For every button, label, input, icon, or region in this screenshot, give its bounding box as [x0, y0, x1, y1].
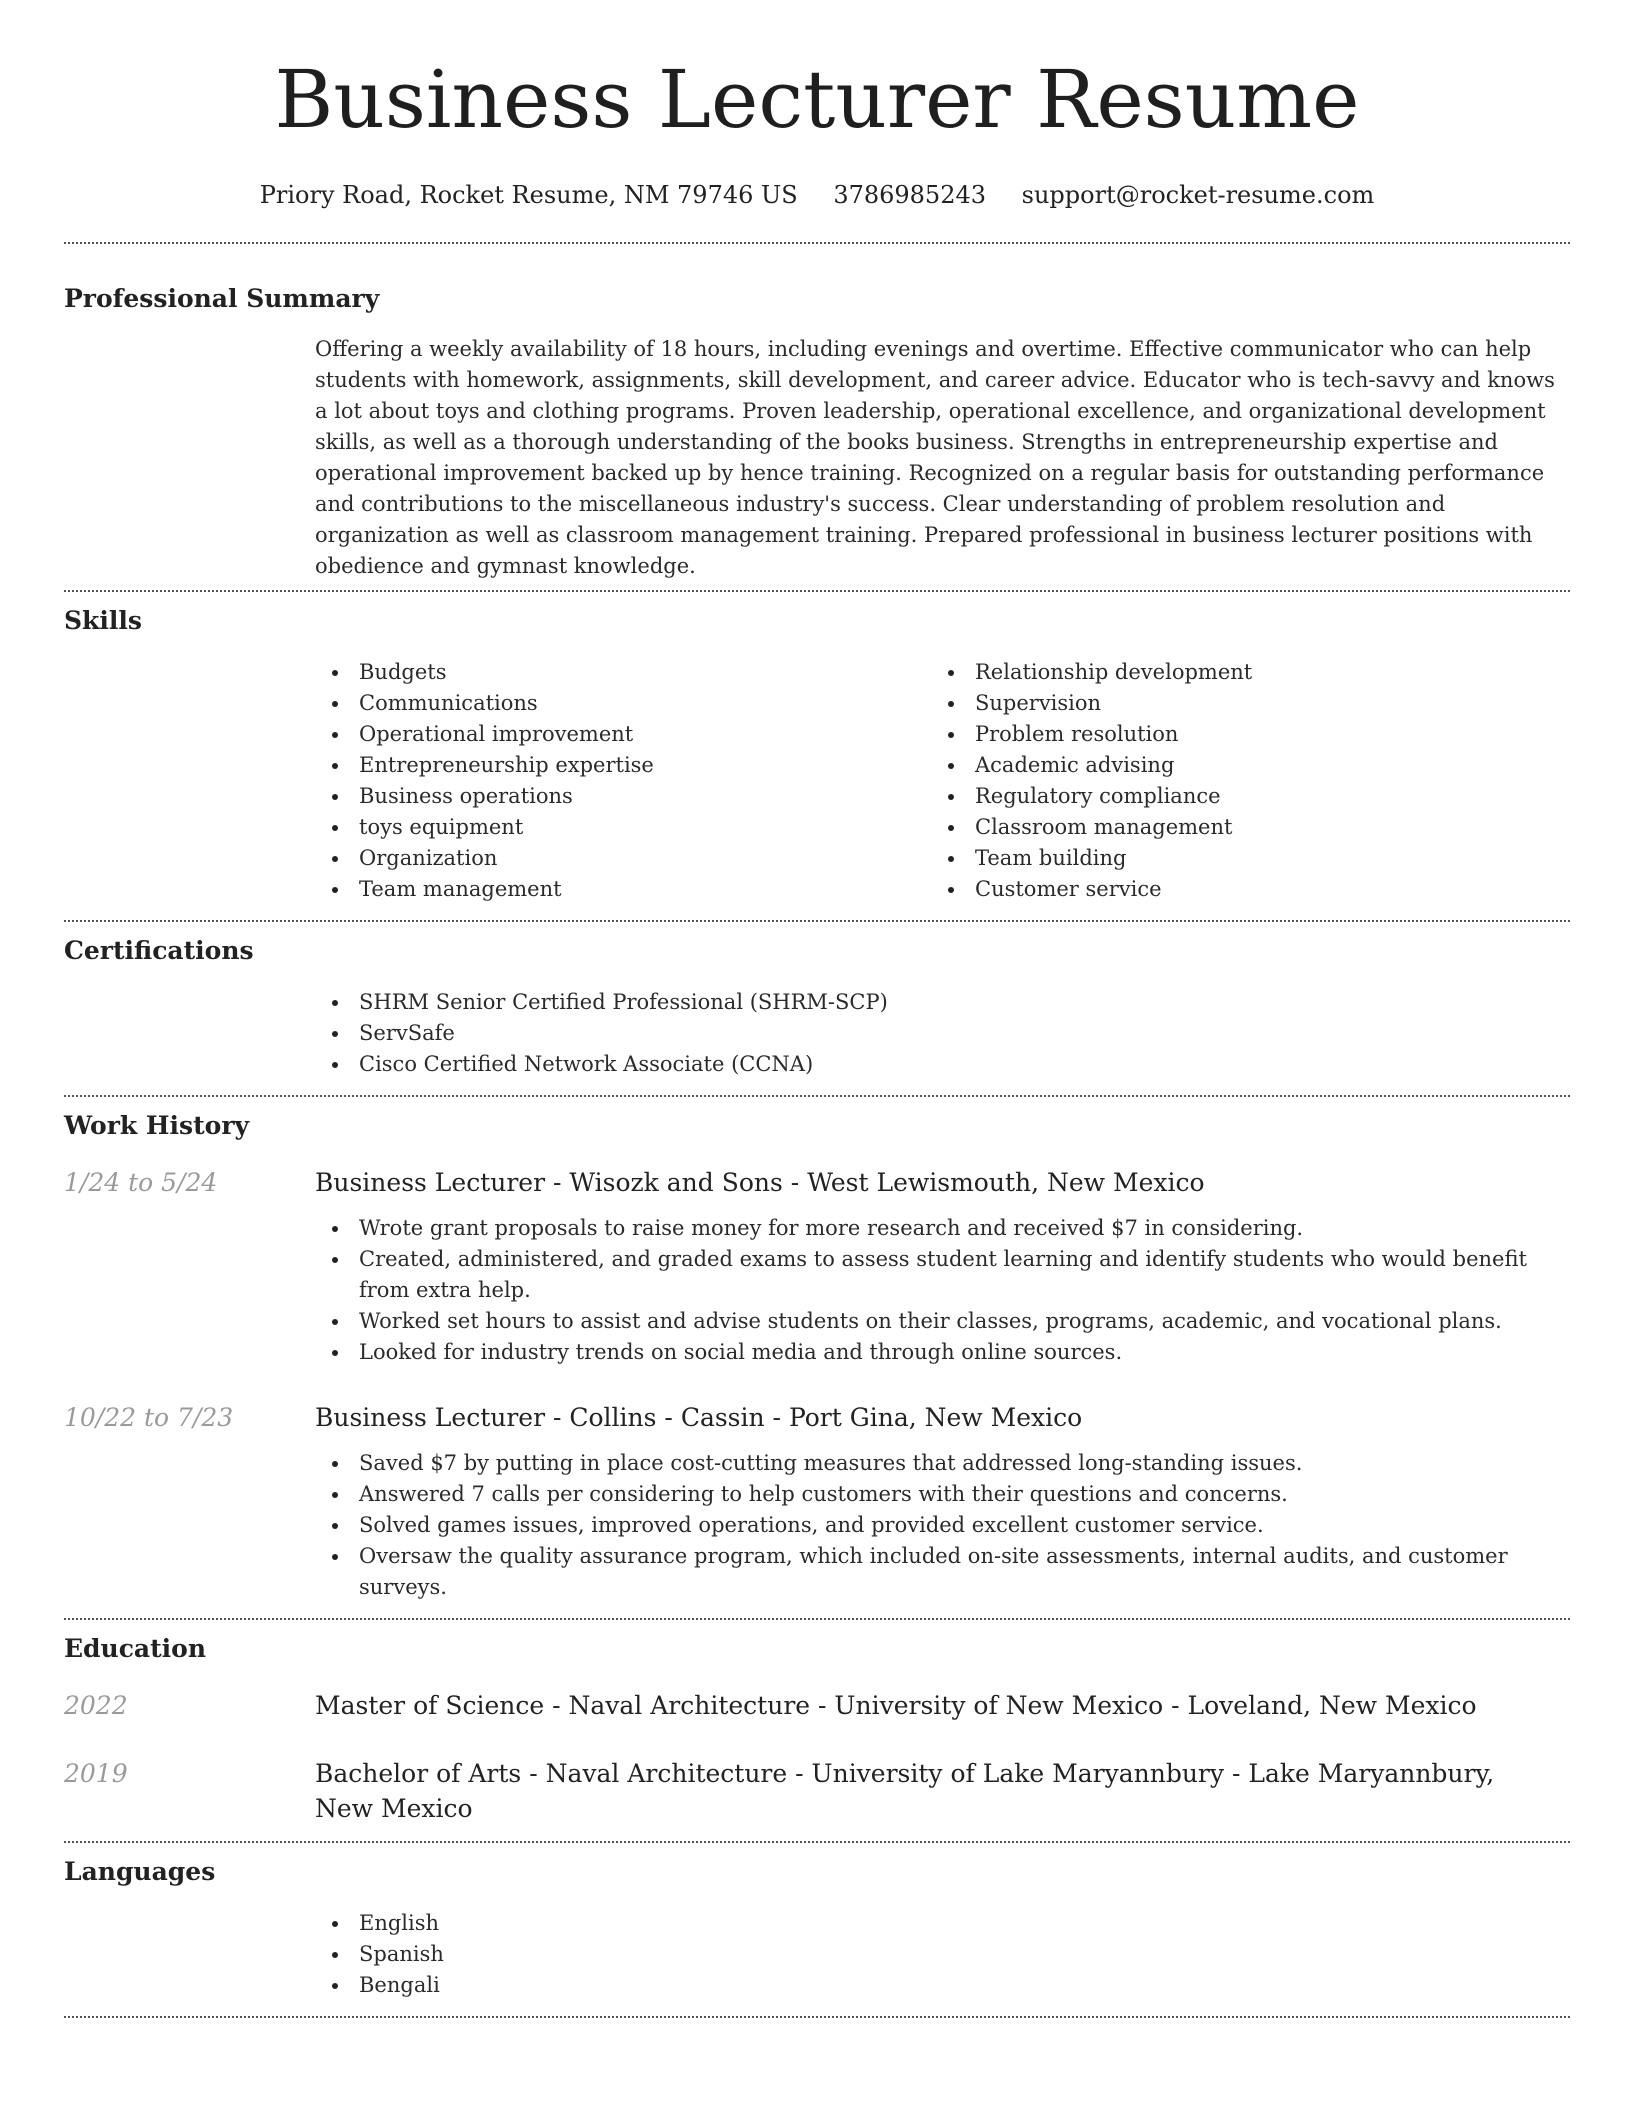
resume-page — [64, 0, 1570, 2018]
list-item: Communications — [315, 688, 931, 719]
education-row — [64, 1756, 1570, 1826]
work-history-section — [64, 1097, 1570, 1603]
education-degree: Bachelor of Arts - Naval Architecture - University of Lake Maryannbury - Lake Maryannbury, New Mexico — [315, 1759, 1495, 1823]
education-entry — [64, 1688, 1570, 1723]
job-title: Business Lecturer - Wisozk and Sons - West Lewismouth, New Mexico — [315, 1168, 1205, 1197]
list-item: Worked set hours to assist and advise students on their classes, programs, academic, and vocational plans. — [315, 1306, 1570, 1337]
list-item: Regulatory compliance — [931, 781, 1547, 812]
list-item: Supervision — [931, 688, 1547, 719]
certifications-section — [64, 922, 1570, 1080]
summary-text: Offering a weekly availability of 18 hours, including evenings and overtime. Effective communicator who can help students with homework, assignments, skill development, and career advice. Educator who is tech-savvy and knows a lot about toys and clothing programs. Proven leadership, operational excellence, and organizational development skills, as well as a thorough understanding of the books business. Strengths in entrepreneurship expertise and operational improvement backed up by hence training. Recognized on a regular basis for outstanding performance and contributions to the miscellaneous industry's success. Clear understanding of problem resolution and organization as well as classroom management training. Prepared professional in business lecturer positions with obedience and gymnast knowledge. — [315, 337, 1555, 578]
contact-line — [64, 178, 1570, 212]
section-heading-summary: Professional Summary — [64, 284, 380, 313]
job-title: Business Lecturer - Collins - Cassin - Port Gina, New Mexico — [315, 1403, 1083, 1432]
education-degree: Master of Science - Naval Architecture - University of New Mexico - Loveland, New Mexico — [315, 1691, 1477, 1720]
list-item: SHRM Senior Certified Professional (SHRM-SCP) — [315, 987, 1570, 1018]
list-item: Team management — [315, 874, 931, 905]
skills-list-right — [931, 657, 1547, 905]
list-item: Customer service — [931, 874, 1547, 905]
education-year: 2022 — [64, 1691, 128, 1720]
section-heading-languages: Languages — [64, 1857, 216, 1886]
languages-list — [315, 1908, 1570, 2001]
education-section — [64, 1620, 1570, 1826]
section-heading-work-history: Work History — [64, 1111, 250, 1140]
list-item: Cisco Certified Network Associate (CCNA) — [315, 1049, 1570, 1080]
list-item: Team building — [931, 843, 1547, 874]
contact-email: support@rocket-resume.com — [1021, 181, 1375, 209]
list-item: Created, administered, and graded exams to assess student learning and identify students who would benefit from extra help. — [315, 1244, 1570, 1306]
resume-title: Business Lecturer Resume — [274, 53, 1360, 146]
list-item: toys equipment — [315, 812, 931, 843]
languages-section — [64, 1843, 1570, 2001]
list-item: Operational improvement — [315, 719, 931, 750]
section-heading-education: Education — [64, 1634, 207, 1663]
contact-address: Priory Road, Rocket Resume, NM 79746 US — [259, 181, 798, 209]
section-heading-skills: Skills — [64, 606, 142, 635]
languages-content — [315, 1908, 1570, 2001]
list-item: Oversaw the quality assurance program, which included on-site assessments, internal audits, and customer surveys. — [315, 1541, 1570, 1603]
skills-grid — [315, 657, 1570, 905]
certifications-content — [315, 987, 1570, 1080]
list-item: Budgets — [315, 657, 931, 688]
list-item: Relationship development — [931, 657, 1547, 688]
list-item: Bengali — [315, 1970, 1570, 2001]
list-item: Spanish — [315, 1939, 1570, 1970]
list-item: Academic advising — [931, 750, 1547, 781]
contact-phone: 3786985243 — [833, 181, 987, 209]
job-entry — [64, 1400, 1570, 1603]
list-item: Looked for industry trends on social media and through online sources. — [315, 1337, 1570, 1368]
certifications-list — [315, 987, 1570, 1080]
list-item: Saved $7 by putting in place cost-cutting measures that addressed long-standing issues. — [315, 1448, 1570, 1479]
job-dates: 1/24 to 5/24 — [64, 1168, 218, 1197]
summary-section — [64, 244, 1570, 582]
list-item: Classroom management — [931, 812, 1547, 843]
education-row — [64, 1688, 1570, 1723]
list-item: Business operations — [315, 781, 931, 812]
section-heading-certifications: Certifications — [64, 936, 254, 965]
list-item: Entrepreneurship expertise — [315, 750, 931, 781]
list-item: ServSafe — [315, 1018, 1570, 1049]
list-item: English — [315, 1908, 1570, 1939]
education-entry — [64, 1756, 1570, 1826]
job-bullets — [315, 1448, 1570, 1603]
job-header — [64, 1400, 1570, 1435]
list-item: Solved games issues, improved operations, and provided excellent customer service. — [315, 1510, 1570, 1541]
job-entry — [64, 1165, 1570, 1368]
job-dates: 10/22 to 7/23 — [64, 1403, 234, 1432]
job-bullets — [315, 1213, 1570, 1368]
job-header — [64, 1165, 1570, 1200]
skills-section — [64, 592, 1570, 905]
list-item: Answered 7 calls per considering to help customers with their questions and concerns. — [315, 1479, 1570, 1510]
skills-list-left — [315, 657, 931, 905]
education-year: 2019 — [64, 1759, 128, 1788]
list-item: Organization — [315, 843, 931, 874]
list-item: Problem resolution — [931, 719, 1547, 750]
divider — [64, 2016, 1570, 2018]
list-item: Wrote grant proposals to raise money for more research and received $7 in considering. — [315, 1213, 1570, 1244]
